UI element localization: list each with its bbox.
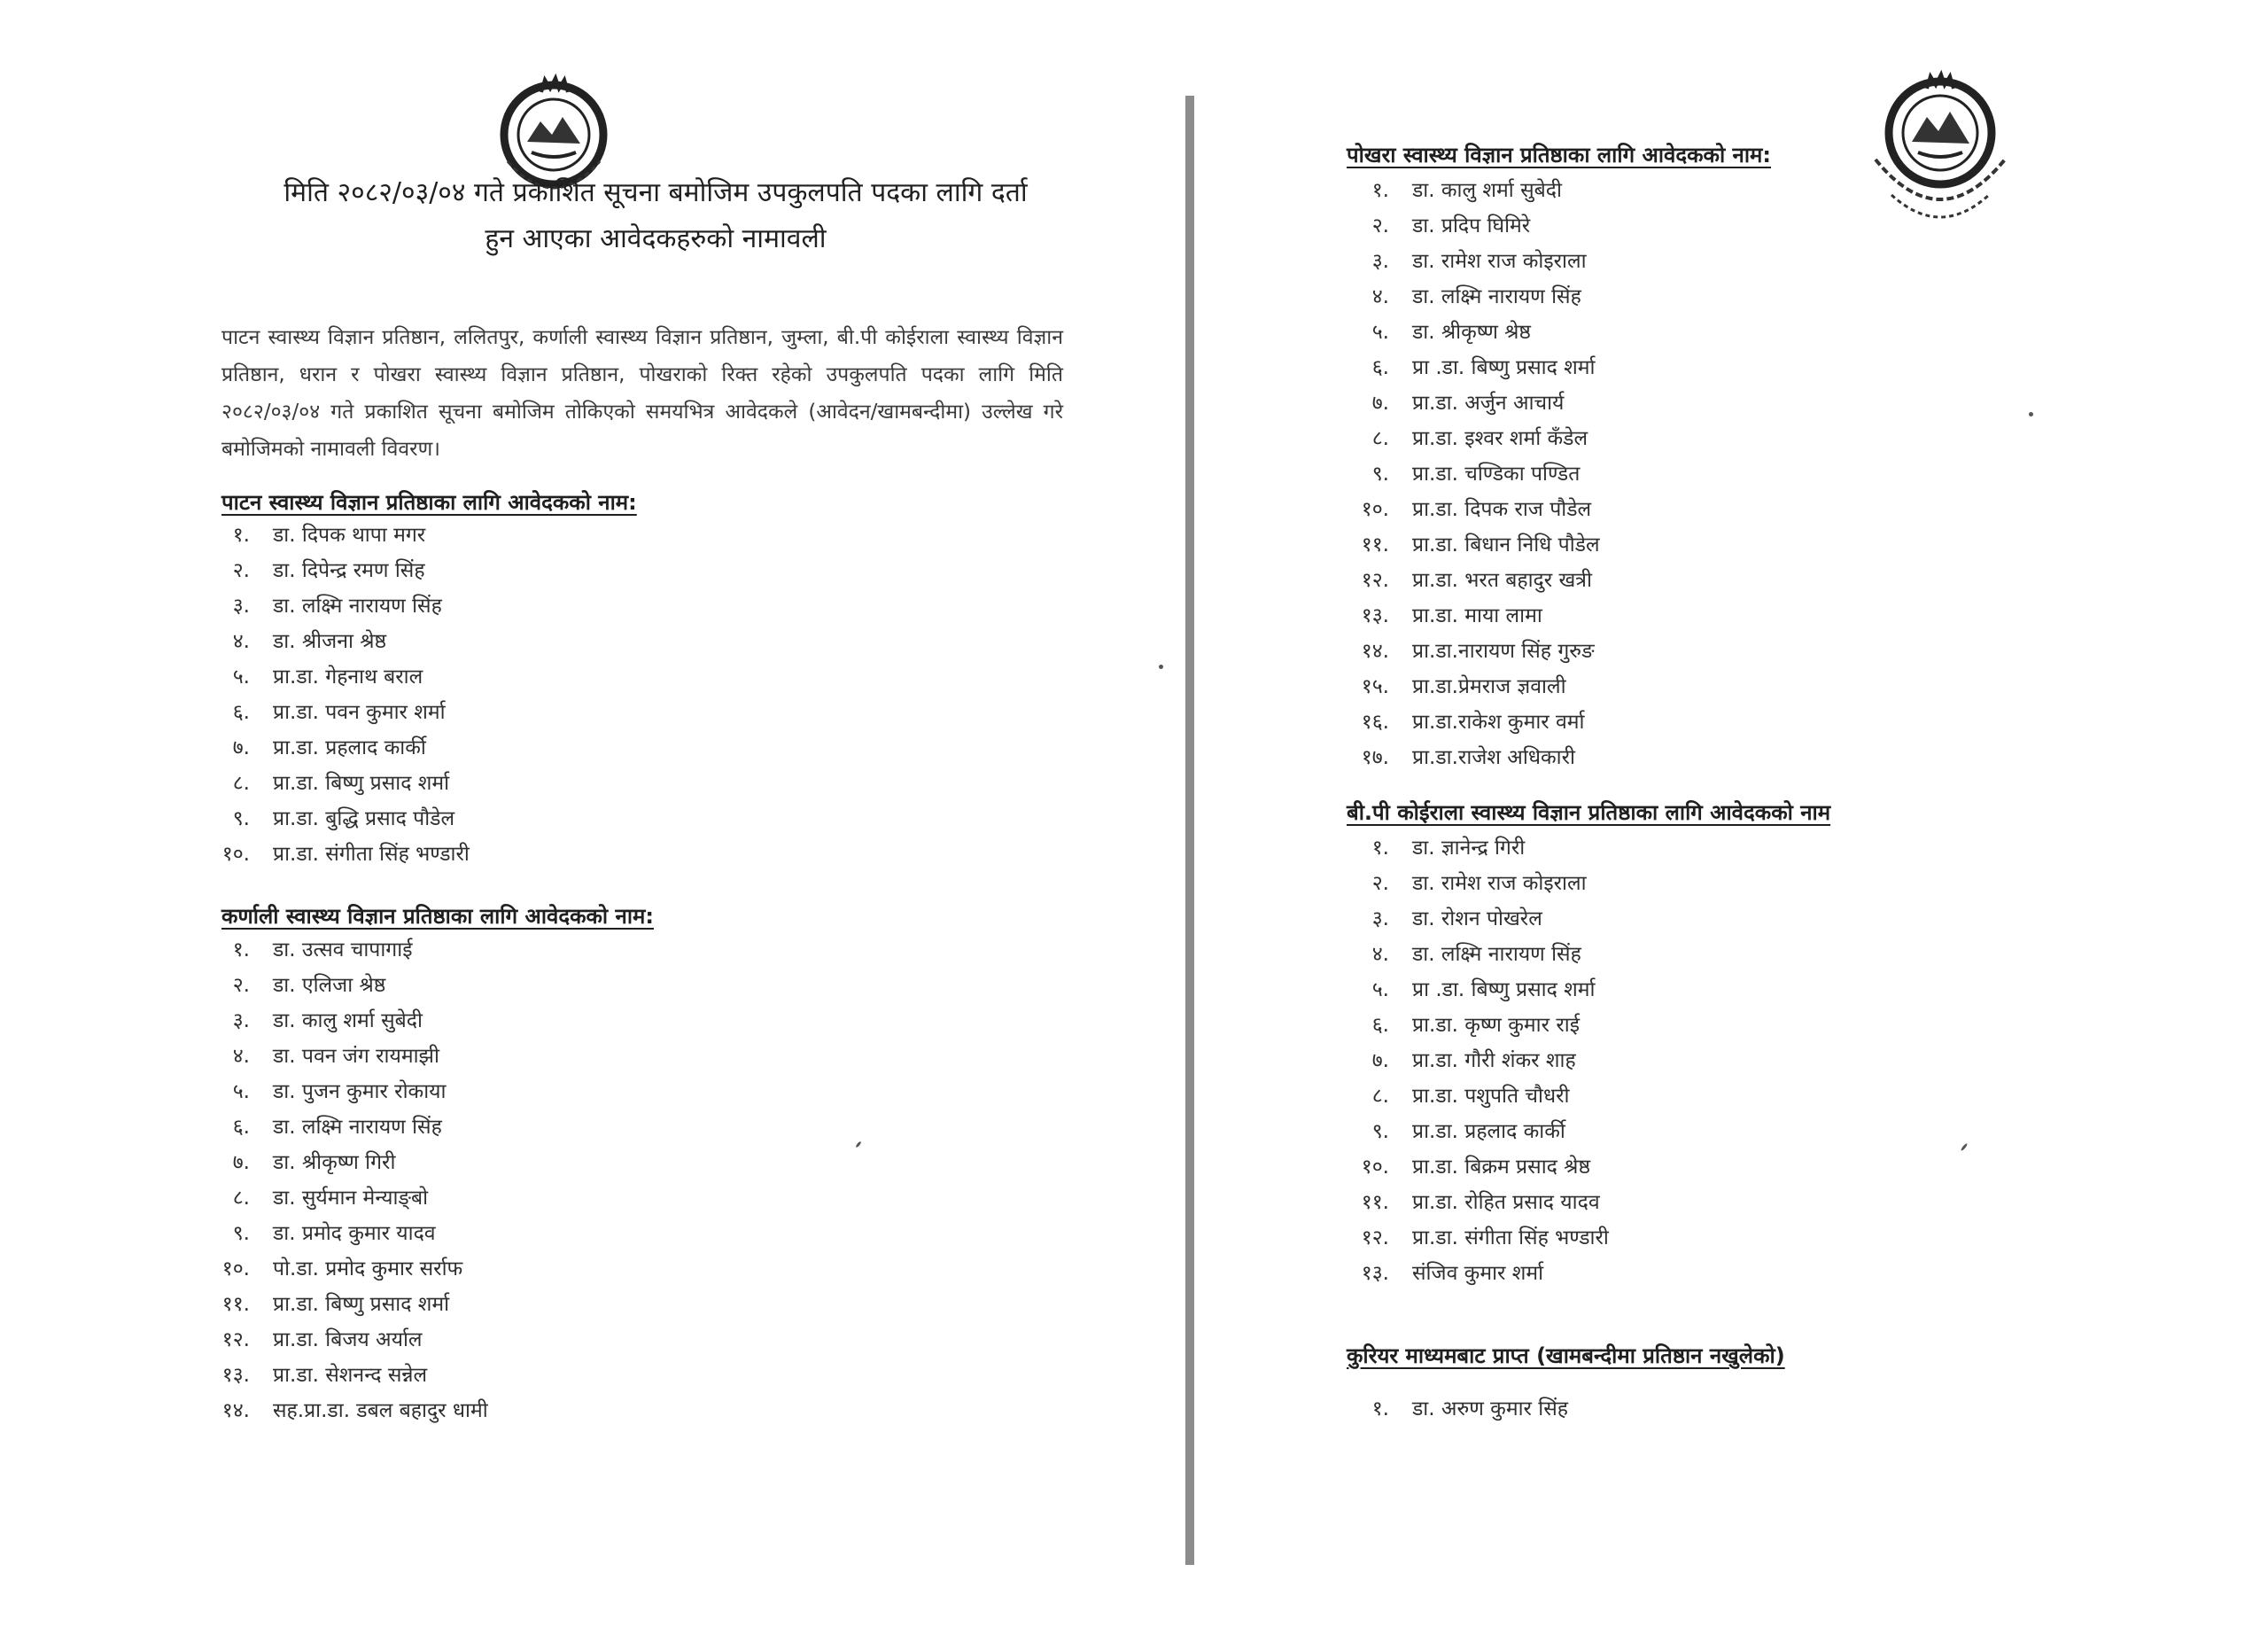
pokhara-applicant-list	[1347, 171, 1600, 774]
list-item	[204, 1072, 488, 1108]
applicant-name: प्रा.डा. बुद्धि प्रसाद पौडेल	[273, 807, 455, 830]
list-item	[1347, 632, 1600, 667]
list-item	[1347, 1218, 1609, 1254]
item-number: १.	[232, 524, 250, 547]
list-item	[1347, 864, 1609, 899]
applicant-name: डा. प्रमोद कुमार यादव	[273, 1222, 436, 1245]
item-number: १२.	[221, 1328, 250, 1351]
item-number: ३.	[232, 595, 250, 618]
item-number: ११.	[1361, 533, 1389, 556]
list-item	[1347, 1148, 1609, 1183]
title-line-1: मिति २०८२/०३/०४ गते प्रकाशित सूचना बमोजिम उपकुलपति पदका लागि दर्ता	[284, 177, 1028, 208]
list-item	[204, 658, 470, 693]
list-item	[1347, 1183, 1609, 1218]
applicant-name: डा. एलिजा श्रेष्ठ	[273, 974, 386, 997]
applicant-name: प्रा.डा. रोहित प्रसाद यादव	[1412, 1191, 1600, 1214]
applicant-name: डा. रामेश राज कोइराला	[1412, 872, 1587, 895]
item-number: ११.	[221, 1293, 250, 1316]
applicant-name: पो.डा. प्रमोद कुमार सर्राफ	[273, 1257, 463, 1280]
applicant-name: डा. पुजन कुमार रोकाया	[273, 1080, 447, 1103]
item-number: १२.	[1361, 1226, 1389, 1249]
applicant-name: प्रा.डा.राजेश अधिकारी	[1412, 746, 1575, 769]
applicant-name: प्रा.डा. कृष्ण कुमार राई	[1412, 1014, 1580, 1037]
applicant-name: प्रा.डा.प्रेमराज ज्ञवाली	[1412, 675, 1566, 698]
applicant-name: प्रा.डा.नारायण सिंह गुरुङ	[1412, 640, 1595, 663]
applicant-name: डा. प्रदिप घिमिरे	[1412, 214, 1531, 237]
list-item	[204, 551, 470, 587]
item-number: ६.	[1371, 356, 1389, 379]
list-item	[204, 1285, 488, 1320]
list-item	[1347, 935, 1609, 970]
item-number: ५.	[232, 1080, 250, 1103]
list-item	[204, 1108, 488, 1143]
list-item	[204, 930, 488, 966]
item-number: ७.	[1371, 1049, 1389, 1072]
list-item	[1347, 703, 1600, 738]
bp-koirala-section-heading: बी.पी कोईराला स्वास्थ्य विज्ञान प्रतिष्ठाका लागि आवेदकको नाम	[1347, 800, 1831, 825]
item-number: १२.	[1361, 569, 1389, 592]
list-item	[1347, 206, 1600, 242]
item-number: ७.	[232, 736, 250, 759]
item-number: १४.	[1361, 640, 1389, 663]
list-item	[204, 693, 470, 728]
item-number: ६.	[232, 1116, 250, 1139]
applicant-name: प्रा.डा. गौरी शंकर शाह	[1412, 1049, 1576, 1072]
applicant-name: प्रा.डा. माया लामा	[1412, 604, 1542, 627]
item-number: ४.	[1371, 943, 1389, 966]
list-item	[1347, 490, 1600, 525]
item-number: ९.	[232, 807, 250, 830]
list-item	[1347, 1077, 1609, 1112]
item-number: ६.	[232, 701, 250, 724]
applicant-name: डा. कालु शर्मा सुबेदी	[273, 1009, 423, 1032]
list-item	[204, 1391, 488, 1427]
item-number: ९.	[232, 1222, 250, 1245]
applicant-name: प्रा.डा. बिष्णु प्रसाद शर्मा	[273, 772, 450, 795]
list-item	[1347, 1041, 1609, 1077]
applicant-name: डा. श्रीकृष्ण गिरी	[273, 1151, 396, 1174]
list-item	[1347, 242, 1600, 277]
courier-applicant-list	[1347, 1389, 1568, 1425]
list-item	[204, 1143, 488, 1179]
list-item	[1347, 525, 1600, 561]
applicant-name: डा. रामेश राज कोइराला	[1412, 250, 1587, 273]
list-item	[204, 1356, 488, 1391]
applicant-name: प्रा.डा. प्रहलाद कार्की	[273, 736, 426, 759]
page-divider	[1185, 96, 1194, 1565]
item-number: ७.	[232, 1151, 250, 1174]
karnali-section-heading: कर्णाली स्वास्थ्य विज्ञान प्रतिष्ठाका लागि आवेदकको नाम:	[221, 904, 654, 929]
item-number: ६.	[1371, 1014, 1389, 1037]
list-item	[1347, 596, 1600, 632]
applicant-name: डा. उत्सव चापागाई	[273, 938, 413, 961]
item-number: १.	[232, 938, 250, 961]
pokhara-section-heading: पोखरा स्वास्थ्य विज्ञान प्रतिष्ठाका लागि आवेदकको नाम:	[1347, 143, 1772, 167]
list-item	[1347, 384, 1600, 419]
applicant-name: प्रा.डा. संगीता सिंह भण्डारी	[1412, 1226, 1609, 1249]
applicant-name: डा. कालु शर्मा सुबेदी	[1412, 179, 1562, 202]
item-number: ५.	[1371, 321, 1389, 344]
list-item	[1347, 1389, 1568, 1425]
list-item	[204, 1249, 488, 1285]
applicant-name: प्रा.डा. पशुपति चौधरी	[1412, 1085, 1570, 1108]
list-item	[1347, 970, 1609, 1006]
list-item	[1347, 899, 1609, 935]
applicant-name: प्रा.डा. संगीता सिंह भण्डारी	[273, 843, 470, 866]
courier-section-heading: कुरियर माध्यमबाट प्राप्त (खामबन्दीमा प्रतिष्ठान नखुलेको)	[1347, 1343, 1785, 1368]
item-number: ३.	[1371, 250, 1389, 273]
applicant-name: प्रा.डा. प्रहलाद कार्की	[1412, 1120, 1565, 1143]
list-item	[1347, 561, 1600, 596]
item-number: १.	[1371, 837, 1389, 860]
applicant-name: डा. लक्ष्मि नारायण सिंह	[1412, 285, 1581, 308]
applicant-name: डा. सुर्यमान मेन्याङ्बो	[273, 1187, 429, 1210]
applicant-name: प्रा.डा. सेशनन्द सन्नेल	[273, 1364, 428, 1387]
item-number: ८.	[1371, 1085, 1389, 1108]
list-item	[1347, 455, 1600, 490]
item-number: २.	[1371, 872, 1389, 895]
applicant-name: डा. लक्ष्मि नारायण सिंह	[273, 595, 442, 618]
scan-speck	[2029, 412, 2033, 416]
list-item	[204, 1179, 488, 1214]
applicant-name: संजिव कुमार शर्मा	[1412, 1262, 1544, 1285]
item-number: १३.	[221, 1364, 250, 1387]
applicant-name: प्रा.डा. गेहनाथ बराल	[273, 665, 423, 689]
item-number: १०.	[221, 843, 250, 866]
list-item	[204, 1037, 488, 1072]
applicant-name: डा. लक्ष्मि नारायण सिंह	[273, 1116, 442, 1139]
item-number: १०.	[221, 1257, 250, 1280]
list-item	[1347, 348, 1600, 384]
list-item	[204, 764, 470, 799]
karnali-applicant-list	[204, 930, 488, 1427]
item-number: २.	[232, 974, 250, 997]
applicant-name: प्रा.डा. बिजय अर्याल	[273, 1328, 423, 1351]
item-number: ३.	[1371, 907, 1389, 930]
list-item	[1347, 277, 1600, 313]
item-number: १३.	[1361, 604, 1389, 627]
item-number: ४.	[232, 630, 250, 653]
applicant-name: डा. रोशन पोखरेल	[1412, 907, 1542, 930]
item-number: २.	[232, 559, 250, 582]
list-item	[204, 1001, 488, 1037]
intro-paragraph: पाटन स्वास्थ्य विज्ञान प्रतिष्ठान, ललितपुर, कर्णाली स्वास्थ्य विज्ञान प्रतिष्ठान, जुम्ला, बी.पी कोईराला स्वास्थ्य विज्ञान प्रतिष्ठान, धरान र पोखरा स्वास्थ्य विज्ञान प्रतिष्ठान, पोखराको रिक्त रहेको उपकुलपति पदका लागि मिति २०८२/०३/०४ गते प्रकाशित सूचना बमोजिम तोकिएको समयभित्र आवेदकले (आवेदन/खामबन्दीमा) उल्लेख गरे बमोजिमको नामावली विवरण।	[221, 326, 1063, 461]
list-item	[1347, 313, 1600, 348]
applicant-name: प्रा.डा. दिपक राज पौडेल	[1412, 498, 1592, 521]
title-line-2: हुन आएका आवेदकहरुको नामावली	[485, 223, 827, 254]
item-number: ८.	[1371, 427, 1389, 450]
list-item	[204, 728, 470, 764]
item-number: ९.	[1371, 463, 1389, 486]
applicant-name: प्रा.डा. चण्डिका पण्डित	[1412, 463, 1581, 486]
item-number: १०.	[1361, 498, 1389, 521]
item-number: ९.	[1371, 1120, 1389, 1143]
list-item	[204, 799, 470, 835]
applicant-name: डा. दिपक थापा मगर	[273, 524, 426, 547]
list-item	[204, 622, 470, 658]
item-number: १५.	[1361, 675, 1389, 698]
list-item	[1347, 1254, 1609, 1289]
applicant-name: प्रा.डा.राकेश कुमार वर्मा	[1412, 711, 1585, 734]
applicant-name: प्रा .डा. बिष्णु प्रसाद शर्मा	[1412, 356, 1596, 379]
scan-speck	[1159, 665, 1163, 669]
item-number: ११.	[1361, 1191, 1389, 1214]
right-page	[1196, 0, 2268, 1650]
applicant-name: प्रा.डा. बिक्रम प्रसाद श्रेष्ठ	[1412, 1156, 1591, 1179]
bp-koirala-applicant-list	[1347, 829, 1609, 1289]
applicant-name: डा. अरुण कुमार सिंह	[1412, 1397, 1568, 1420]
list-item	[204, 835, 470, 870]
list-item	[204, 587, 470, 622]
item-number: ३.	[232, 1009, 250, 1032]
item-number: १६.	[1361, 711, 1389, 734]
item-number: ४.	[232, 1045, 250, 1068]
list-item	[1347, 1112, 1609, 1148]
list-item	[1347, 829, 1609, 864]
item-number: ४.	[1371, 285, 1389, 308]
item-number: ८.	[232, 1187, 250, 1210]
applicant-name: प्रा .डा. बिष्णु प्रसाद शर्मा	[1412, 978, 1596, 1001]
item-number: ८.	[232, 772, 250, 795]
applicant-name: प्रा.डा. बिष्णु प्रसाद शर्मा	[273, 1293, 450, 1316]
applicant-name: डा. ज्ञानेन्द्र गिरी	[1412, 837, 1526, 860]
applicant-name: प्रा.डा. बिधान निधि पौडेल	[1412, 533, 1600, 556]
patan-applicant-list	[204, 516, 470, 870]
applicant-name: डा. दिपेन्द्र रमण सिंह	[273, 559, 425, 582]
list-item	[1347, 1006, 1609, 1041]
applicant-name: डा. लक्ष्मि नारायण सिंह	[1412, 943, 1581, 966]
item-number: १७.	[1361, 746, 1389, 769]
document-title	[204, 170, 1107, 262]
list-item	[204, 966, 488, 1001]
item-number: ५.	[232, 665, 250, 689]
item-number: १.	[1371, 179, 1389, 202]
item-number: १३.	[1361, 1262, 1389, 1285]
applicant-name: डा. श्रीकृष्ण श्रेष्ठ	[1412, 321, 1531, 344]
list-item	[204, 1320, 488, 1356]
list-item	[1347, 171, 1600, 206]
list-item	[1347, 738, 1600, 774]
item-number: ७.	[1371, 392, 1389, 415]
ministry-seal-icon	[1856, 62, 2024, 248]
list-item	[1347, 419, 1600, 455]
item-number: ५.	[1371, 978, 1389, 1001]
applicant-name: डा. श्रीजना श्रेष्ठ	[273, 630, 387, 653]
list-item	[204, 516, 470, 551]
list-item	[204, 1214, 488, 1249]
item-number: २.	[1371, 214, 1389, 237]
item-number: १.	[1371, 1397, 1389, 1420]
list-item	[1347, 667, 1600, 703]
item-number: १४.	[221, 1399, 250, 1422]
applicant-name: प्रा.डा. पवन कुमार शर्मा	[273, 701, 446, 724]
item-number: १०.	[1361, 1156, 1389, 1179]
patan-section-heading: पाटन स्वास्थ्य विज्ञान प्रतिष्ठाका लागि आवेदकको नाम:	[221, 490, 637, 515]
applicant-name: प्रा.डा. भरत बहादुर खत्री	[1412, 569, 1592, 592]
applicant-name: डा. पवन जंग रायमाझी	[273, 1045, 439, 1068]
applicant-name: प्रा.डा. इश्वर शर्मा कँडेल	[1412, 427, 1588, 450]
applicant-name: प्रा.डा. अर्जुन आचार्य	[1412, 392, 1565, 415]
applicant-name: सह.प्रा.डा. डबल बहादुर धामी	[273, 1399, 488, 1422]
